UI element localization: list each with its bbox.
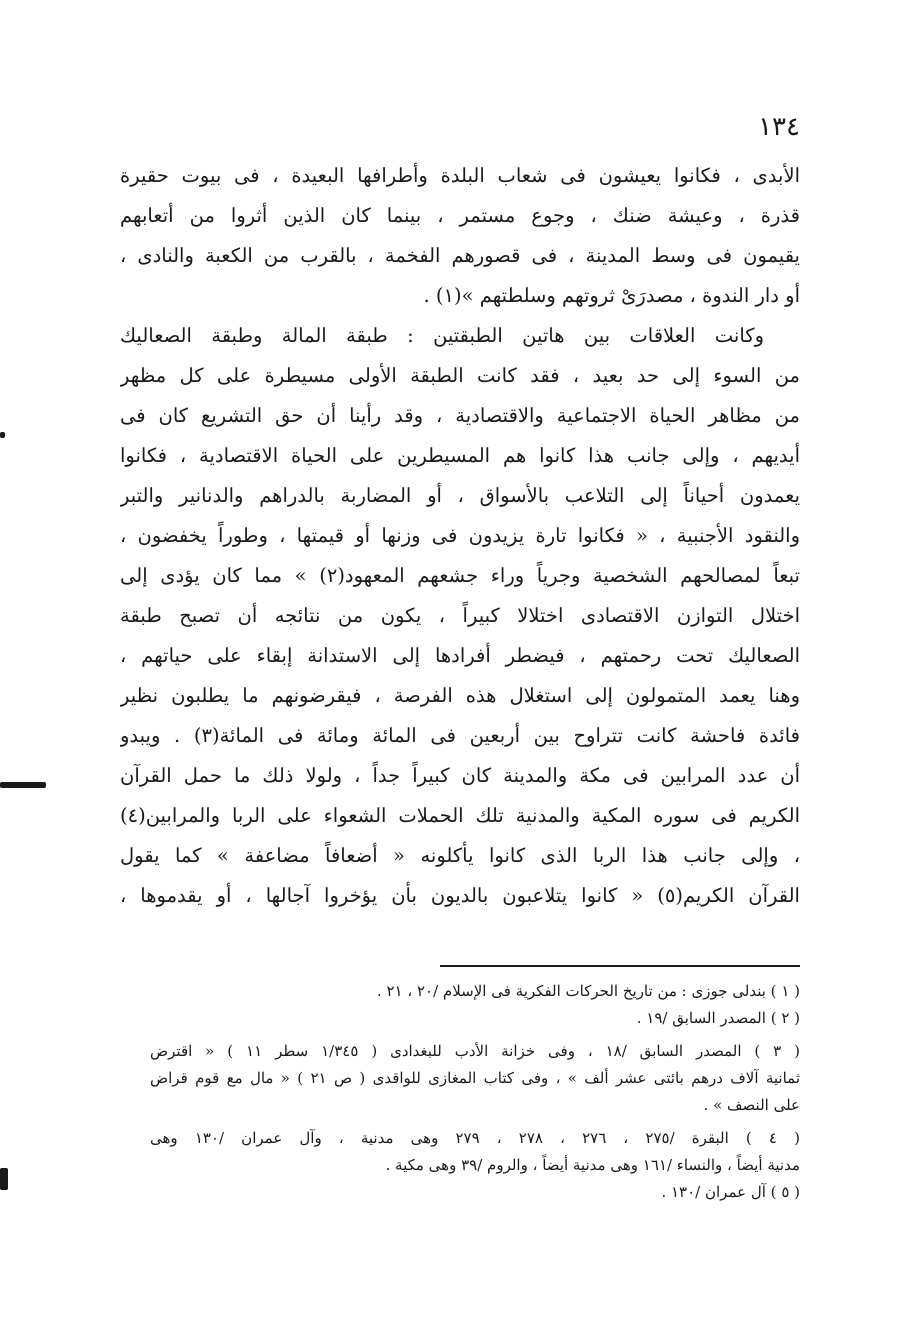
body-line: يقيمون فى وسط المدينة ، فى قصورهم الفخمة ، بالقرب من الكعبة والنادى ،: [120, 244, 800, 267]
body-line: القرآن الكريم(٥) « كانوا يتلاعبون بالديون بأن يؤخروا آجالها ، أو يقدموها ،: [120, 884, 800, 907]
scan-edge-mark: [0, 782, 46, 788]
body-line: أو دار الندوة ، مصدرَىْ ثروتهم وسلطتهم »(١) .: [423, 284, 800, 307]
body-line: يعمدون أحياناً إلى التلاعب بالأسواق ، أو المضاربة بالدراهم والدنانير والتبر: [120, 484, 800, 507]
body-line: فائدة فاحشة كانت تتراوح بين أربعين فى المائة ومائة فى المائة(٣) . ويبدو: [120, 724, 800, 747]
body-line: وهنا يعمد المتمولون إلى استغلال هذه الفرصة ، فيقرضونهم ما يطلبون نظير: [120, 684, 800, 707]
footnote-4-line: مدنية أيضاً ، والنساء /١٦١ وهى مدنية أيضاً ، والروم /٣٩ وهى مكية .: [385, 1156, 800, 1174]
body-line: الصعاليك تحت رحمتهم ، فيضطر أفرادها إلى الاستدانة إبقاء على حياتهم ،: [120, 644, 800, 667]
footnote-1: ( ١ ) بندلى جوزى : من تاريخ الحركات الفكرية فى الإسلام /٢٠ ، ٢١ .: [376, 982, 800, 1000]
body-line: الكريم فى سوره المكية والمدنية تلك الحملات الشعواء على الربا والمرابين(٤): [120, 804, 800, 827]
body-line: من مظاهر الحياة الاجتماعية والاقتصادية ، وقد رأينا أن حق التشريع كان فى: [120, 404, 800, 427]
body-line: قذرة ، وعيشة ضنك ، وجوع مستمر ، بينما كان الذين أثروا من أتعابهم: [120, 204, 800, 227]
footnote-3-line: ثمانية آلاف درهم بائتى عشر ألف » ، وفى كتاب المغازى للواقدى ( ص ٢١ ) « مال مع قوم قراض: [150, 1069, 800, 1087]
body-line: الأبدى ، فكانوا يعيشون فى شعاب البلدة وأطرافها البعيدة ، فى بيوت حقيرة: [120, 164, 800, 187]
body-line: ، وإلى جانب هذا الربا الذى كانوا يأكلونه « أضعافاً مضاعفة » كما يقول: [120, 844, 800, 867]
page-number: ١٣٤: [758, 112, 800, 142]
body-line: من السوء إلى حد بعيد ، فقد كانت الطبقة الأولى مسيطرة على كل مظهر: [120, 364, 800, 387]
footnotes: [150, 978, 800, 1206]
footnote-5: ( ٥ ) آل عمران /١٣٠ .: [661, 1183, 800, 1201]
body-line: أيديهم ، وإلى جانب هذا كانوا هم المسيطرين على الحياة الاقتصادية ، فكانوا: [120, 444, 800, 467]
footnote-4-line: ( ٤ ) البقرة /٢٧٥ ، ٢٧٦ ، ٢٧٨ ، ٢٧٩ وهى مدنية ، وآل عمران /١٣٠ وهى: [150, 1129, 800, 1147]
footnote-3-line: على النصف » .: [703, 1096, 800, 1114]
body-line: اختلال التوازن الاقتصادى اختلالا كبيراً ، يكون من نتائجه أن تصبح طبقة: [120, 604, 800, 627]
body-text: [120, 156, 800, 916]
scan-edge-mark: [0, 1168, 8, 1190]
footnote-divider: [440, 965, 800, 967]
scan-edge-mark: [0, 432, 5, 438]
body-line: تبعاً لمصالحهم الشخصية وجرياً وراء جشعهم المعهود(٢) » مما كان يؤدى إلى: [120, 564, 800, 587]
body-line: والنقود الأجنبية ، « فكانوا تارة يزيدون فى وزنها أو قيمتها ، وطوراً يخفضون ،: [120, 524, 800, 547]
paragraph-first-line: وكانت العلاقات بين هاتين الطبقتين : طبقة المالة وطبقة الصعاليك: [120, 324, 764, 347]
footnote-2: ( ٢ ) المصدر السابق /١٩ .: [636, 1009, 800, 1027]
footnote-3-line: ( ٣ ) المصدر السابق /١٨ ، وفى خزانة الأدب للبغدادى ( ١/٣٤٥ سطر ١١ ) « اقترض: [150, 1042, 800, 1060]
body-line: أن عدد المرابين فى مكة والمدينة كان كبيراً جداً ، ولولا ذلك ما حمل القرآن: [120, 764, 800, 787]
